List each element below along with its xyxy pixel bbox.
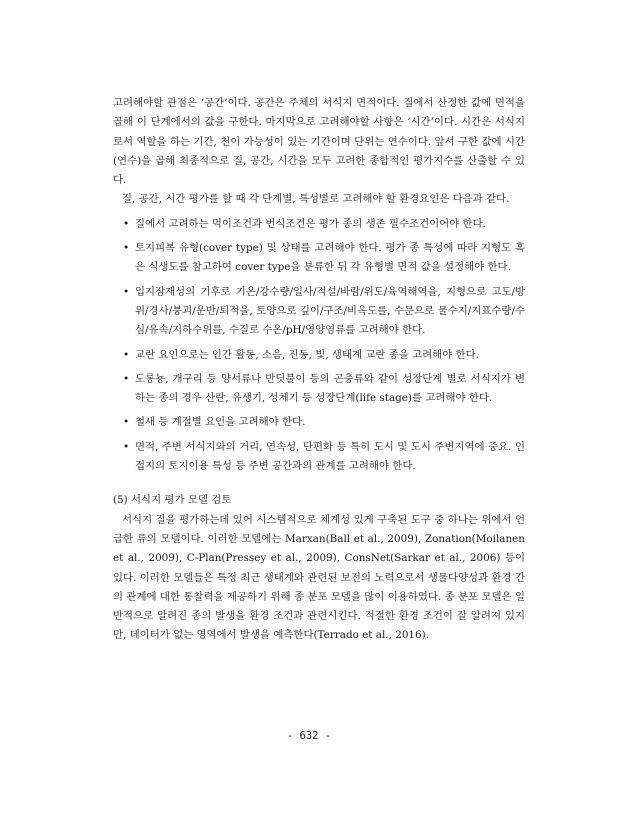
list-item-text: 철새 등 계절별 요인을 고려해야 한다. [135,416,306,429]
bullet-icon: • [123,242,130,255]
section-heading: (5) 서식지 평가 모델 검토 [113,494,232,507]
factors-intro-paragraph: 질, 공간, 시간 평가를 할 때 각 단계별, 특성별로 고려해야 할 환경요인은 다음과 같다. [122,193,510,206]
list-item-text: 도롱뇽, 개구리 등 양서류나 반딧불이 등의 곤충류와 같이 성장단계 별로 서식지가 변하는 종의 경우 산란, 유생기, 성체기 등 성장단계(life stage)를 고려해야 한다. [135,372,525,405]
list-item [113,215,525,234]
list-item [113,239,525,278]
page-number: - 632 - [286,730,332,742]
bullet-icon: • [123,285,130,298]
bullet-icon: • [123,348,130,361]
intro-paragraph: 고려해야할 관점은 ‘공간’이다. 공간은 주체의 서식지 면적이다. 질에서 산정한 값에 면적을 곱해 이 단계에서의 값을 구한다. 마지막으로 고려해야할 사항은 ‘시간’이다. 시간은 서식지로서 역할을 하는 기간, 천이 가능성이 있는 기간이며 단위는 연수이다. 앞서 구한 값에 시간(연수)을 곱해 최종적으로 질, 공간, 시간을 모두 고려한 종합적인 평가지수를 산출할 수 있다. [113,97,525,187]
list-item [113,438,525,477]
list-item [113,346,525,365]
list-item-text: 입지잠재성의 기후로 기온/강수량/일사/적설/바람/위도/육역해역을, 지형으로 고도/방위/경사/붕괴/운반/퇴적을, 토양으로 깊이/구조/비옥도를, 수문으로 물수지/지표수량/수심/유속/지하수위를, 수질로 수온/pH/영양염류를 고려해야 한다. [135,285,525,337]
list-item-text: 면적, 주변 서식지와의 거리, 연속성, 단편화 등 특히 도시 및 도시 주변지역에 중요. 인접지의 토지이용 특성 등 주변 공간과의 관계를 고려해야 한다. [135,440,525,473]
bullet-icon: • [123,416,130,429]
section-paragraph: 서식지 질을 평가하는데 있어 시스템적으로 체계성 있게 구축된 도구 중 하나는 위에서 언급한 류의 모델이다. 이러한 모델에는 Marxan(Ball et al., 2009), Zonation(Moilanen et al., 2009), C-Plan(Pressey et al., 2009), ConsNet(Sarkar et al., 2006) 등이 있다. 이러한 모델들은 특정 최근 생태계와 관련된 보전의 노력으로서 생물다양성과 환경 간의 관계에 대한 통찰력을 제공하기 위해 종 분포 모델을 많이 이용하였다. 종 분포 모델은 일반적으로 알려진 종의 발생을 환경 조건과 관련시킨다. 적절한 환경 조건이 잘 알려져 있지만, 데이터가 없는 영역에서 발생을 예측한다(Terrado et al., 2016). [113,513,525,642]
bullet-icon: • [123,217,130,230]
list-item [113,413,525,432]
document-page [113,94,525,646]
list-item [113,283,525,341]
list-item [113,370,525,409]
bullet-icon: • [123,372,130,385]
list-item-text: 교란 요인으로는 인간 활동, 소음, 진동, 빛, 생태계 교란 종을 고려해야 한다. [135,348,479,361]
environmental-factor-list [113,215,525,477]
list-item-text: 질에서 고려하는 먹이조건과 번식조건은 평가 종의 생존 필수조건이어야 한다. [135,217,486,230]
list-item-text: 토지피복 유형(cover type) 및 상태를 고려해야 한다. 평가 종 특성에 따라 지형도 혹은 식생도를 참고하여 cover type을 분류한 뒤 각 유형별 면적 값을 설정해야 한다. [135,242,525,274]
bullet-icon: • [123,440,130,453]
